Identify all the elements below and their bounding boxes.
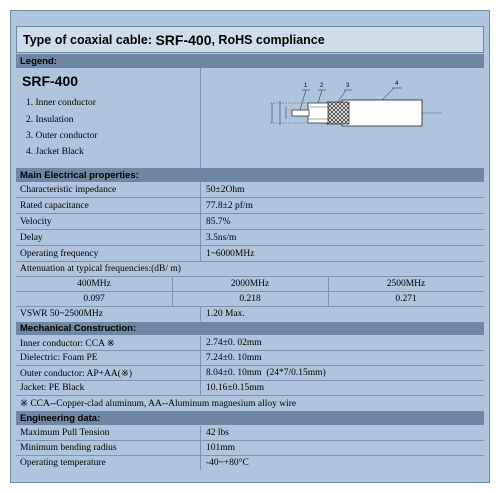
diagram-label-4: 4 — [395, 81, 399, 87]
mechanical-value: 8.04±0. 10mm (24*7/0.15mm) — [206, 368, 326, 378]
electrical-header — [16, 168, 484, 182]
mechanical-value: 7.24±0. 10mm — [206, 353, 262, 363]
attenuation-value: 0.271 — [395, 294, 417, 304]
attenuation-freq-row — [16, 277, 484, 291]
electrical-row — [16, 182, 484, 197]
electrical-label: Delay — [20, 232, 43, 243]
mechanical-header-label: Mechanical Construction: — [20, 323, 137, 334]
title-suffix: , RoHS compliance — [211, 32, 325, 47]
mechanical-value: 2.74±0. 02mm — [206, 338, 262, 348]
electrical-label: Operating frequency — [20, 248, 99, 259]
legend-item-2: 2. Insulation — [26, 115, 74, 125]
electrical-label: Rated capacitance — [20, 200, 89, 211]
electrical-value: 3.5ns/m — [206, 232, 237, 243]
legend-product: SRF-400 — [22, 73, 79, 89]
legend-block — [16, 68, 484, 168]
vswr-row — [16, 307, 484, 321]
inner-conductor-shape — [292, 110, 309, 116]
electrical-value: 50±2Ohm — [206, 184, 245, 195]
engineering-label: Operating temperature — [20, 458, 106, 468]
freq-cell: 400MHz — [77, 279, 111, 289]
electrical-value: 77.8±2 pf/m — [206, 200, 253, 211]
dielectric-shape — [308, 103, 328, 123]
engineering-row — [16, 441, 484, 455]
legend-item-3: 3. Outer conductor — [26, 131, 98, 141]
engineering-label: Minimum bending radius — [20, 443, 117, 453]
mechanical-header — [16, 322, 484, 335]
mechanical-note-row — [16, 396, 484, 410]
freq-cell: 2500MHz — [386, 279, 426, 289]
electrical-value: 85.7% — [206, 216, 231, 227]
diagram-label-1: 1 — [304, 83, 308, 89]
mechanical-note: ※ CCA--Copper-clad aluminum, AA--Aluminum magnesium alloy wire — [20, 398, 297, 409]
jacket-shape — [342, 100, 422, 126]
cable-diagram — [242, 78, 442, 148]
engineering-label: Maximum Pull Tension — [20, 428, 110, 438]
mechanical-label: Dielectric: Foam PE — [20, 353, 98, 363]
mechanical-label: Inner conductor: CCA ※ — [20, 338, 115, 349]
engineering-value: -40~+80°C — [206, 458, 249, 468]
engineering-value: 42 lbs — [206, 428, 229, 438]
vswr-label: VSWR 50~2500MHz — [20, 309, 103, 319]
electrical-header-label: Main Electrical properties: — [20, 169, 139, 181]
engineering-row — [16, 456, 484, 470]
legend-header-label: Legend: — [20, 55, 57, 67]
electrical-row — [16, 214, 484, 229]
mechanical-label: Outer conductor: AP+AA(※) — [20, 368, 132, 379]
attenuation-value-row — [16, 292, 484, 306]
engineering-row — [16, 426, 484, 440]
attenuation-label: Attenuation at typical frequencies:(dB/ m) — [20, 264, 181, 274]
mechanical-row — [16, 381, 484, 395]
electrical-row — [16, 198, 484, 213]
engineering-header — [16, 411, 484, 425]
mechanical-value: 10.16±0.15mm — [206, 383, 264, 393]
mechanical-row — [16, 336, 484, 350]
diagram-label-2: 2 — [320, 83, 324, 89]
mechanical-row — [16, 351, 484, 365]
legend-header — [16, 54, 484, 68]
mechanical-row — [16, 366, 484, 380]
electrical-label: Characteristic impedance — [20, 184, 117, 195]
electrical-value: 1~6000MHz — [206, 248, 255, 259]
attenuation-label-row — [16, 262, 484, 276]
electrical-label: Velocity — [20, 216, 52, 227]
vswr-value: 1.20 Max. — [206, 309, 245, 319]
title-prefix: Type of coaxial cable: — [23, 32, 156, 47]
page-title — [16, 26, 484, 53]
title-model: SRF-400 — [155, 31, 212, 48]
engineering-header-label: Engineering data: — [20, 412, 101, 424]
attenuation-value: 0.218 — [239, 294, 261, 304]
attenuation-value: 0.097 — [83, 294, 105, 304]
freq-cell: 2000MHz — [230, 279, 270, 289]
diagram-label-3: 3 — [346, 83, 350, 89]
mechanical-label: Jacket: PE Black — [20, 383, 85, 393]
electrical-row — [16, 230, 484, 245]
legend-item-1: 1. Inner conductor — [26, 98, 96, 108]
engineering-value: 101mm — [206, 443, 236, 453]
legend-item-4: 4. Jacket Black — [26, 147, 84, 157]
braid-shape — [327, 102, 349, 124]
electrical-row — [16, 246, 484, 261]
